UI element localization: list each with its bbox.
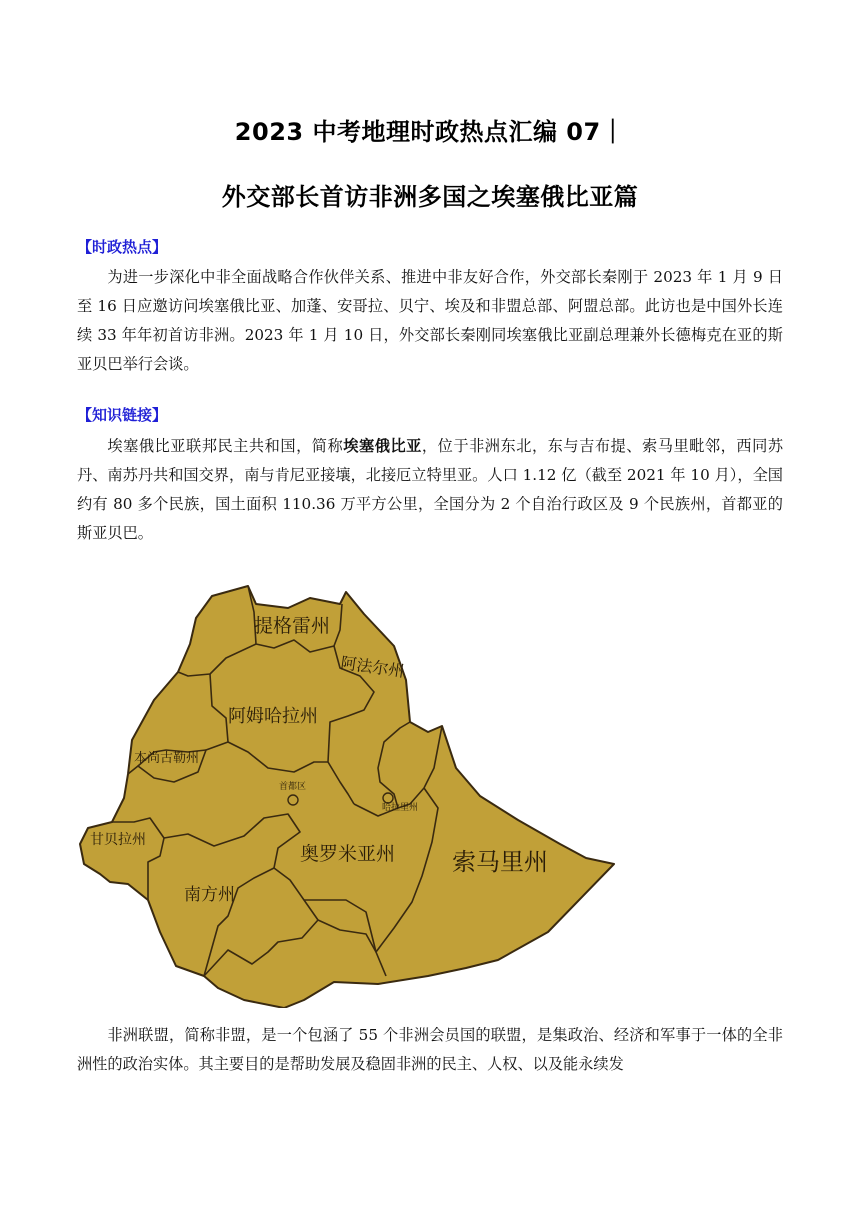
document-title-line-2: 外交部长首访非洲多国之埃塞俄比亚篇 <box>221 183 639 211</box>
map-label-amhara: 阿姆哈拉州 <box>228 706 318 727</box>
map-label-south: 南方州 <box>184 885 235 905</box>
map-label-afar: 阿法尔州 <box>339 653 406 681</box>
knowledge-paragraph <box>77 432 783 548</box>
map-label-somali: 索马里州 <box>452 848 548 876</box>
ethiopia-regions-map <box>78 582 618 1008</box>
knowledge-text-after: ，位于非洲东北，东与吉布提、索马里毗邻，西同苏丹、南苏丹共和国交界，南与肯尼亚接壤，北接厄立特里亚。人口 1.12 亿（截至 2021 年 10 月），全国约有 80 多个民族，国土面积 110.36 万平方公里，全国分为 2 个自治行政区及 9 个民族州，首都亚的斯亚贝巴。 <box>77 437 784 542</box>
map-label-benishangul: 本尚古勒州 <box>134 751 200 766</box>
map-label-harari: 哈拉里州 <box>382 803 419 813</box>
map-label-oromia: 奥罗米亚州 <box>300 843 396 865</box>
map-svg <box>78 582 618 1008</box>
section-heading-knowledge: 【知识链接】 <box>77 406 168 424</box>
document-title-line-1: 2023 中考地理时政热点汇编 07｜ <box>234 118 626 146</box>
knowledge-text-bold: 埃塞俄比亚 <box>343 437 422 455</box>
map-label-gambela: 甘贝拉州 <box>90 832 146 848</box>
map-label-tigray: 提格雷州 <box>254 615 331 637</box>
au-paragraph: 非洲联盟，简称非盟，是一个包涵了 55 个非洲会员国的联盟，是集政治、经济和军事于一体的全非洲性的政治实体。其主要目的是帮助发展及稳固非洲的民主、人权、以及能永续发 <box>77 1026 783 1073</box>
knowledge-text-before: 埃塞俄比亚联邦民主共和国，简称 <box>107 437 344 455</box>
section-heading-news: 【时政热点】 <box>77 238 168 256</box>
map-country-outline <box>80 586 614 1008</box>
map-label-capital: 首都区 <box>279 782 307 792</box>
news-paragraph: 为进一步深化中非全面战略合作伙伴关系、推进中非友好合作，外交部长秦刚于 2023 年 1 月 9 日至 16 日应邀访问埃塞俄比亚、加蓬、安哥拉、贝宁、埃及和非盟总部、阿盟总部。此访也是中国外长连续 33 年年初首访非洲。2023 年 1 月 10 日，外交部长秦刚同埃塞俄比亚副总理兼外长德梅克在亚的斯亚贝巴举行会谈。 <box>77 268 783 373</box>
